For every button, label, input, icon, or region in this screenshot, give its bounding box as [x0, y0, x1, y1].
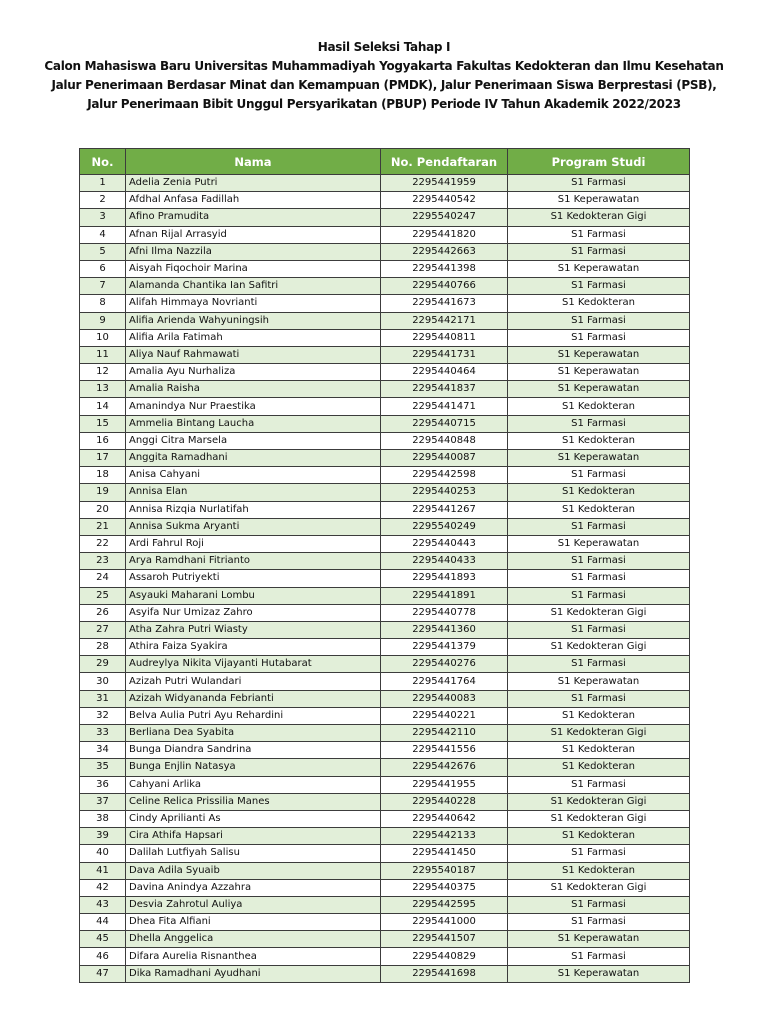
student-name: Dika Ramadhani Ayudhani	[126, 965, 381, 982]
table-row	[80, 415, 690, 432]
study-program: S1 Kedokteran	[508, 295, 690, 312]
study-program: S1 Farmasi	[508, 175, 690, 192]
row-number: 23	[80, 553, 126, 570]
row-number: 31	[80, 690, 126, 707]
study-program: S1 Farmasi	[508, 553, 690, 570]
registration-number: 2295440375	[381, 879, 508, 896]
row-number: 38	[80, 810, 126, 827]
study-program: S1 Farmasi	[508, 518, 690, 535]
registration-number: 2295441450	[381, 845, 508, 862]
student-name: Bunga Diandra Sandrina	[126, 742, 381, 759]
registration-number: 2295441764	[381, 673, 508, 690]
table-row	[80, 896, 690, 913]
student-name: Belva Aulia Putri Ayu Rehardini	[126, 707, 381, 724]
registration-number: 2295440253	[381, 484, 508, 501]
table-row	[80, 604, 690, 621]
registration-number: 2295442676	[381, 759, 508, 776]
row-number: 12	[80, 364, 126, 381]
student-name: Assaroh Putriyekti	[126, 570, 381, 587]
row-number: 10	[80, 329, 126, 346]
table-row	[80, 381, 690, 398]
row-number: 21	[80, 518, 126, 535]
registration-number: 2295441837	[381, 381, 508, 398]
student-name: Athira Faiza Syakira	[126, 639, 381, 656]
student-name: Afino Pramudita	[126, 209, 381, 226]
student-name: Audreylya Nikita Vijayanti Hutabarat	[126, 656, 381, 673]
row-number: 28	[80, 639, 126, 656]
table-row	[80, 312, 690, 329]
study-program: S1 Farmasi	[508, 896, 690, 913]
registration-number: 2295440228	[381, 793, 508, 810]
student-name: Dhea Fita Alfiani	[126, 914, 381, 931]
row-number: 14	[80, 398, 126, 415]
student-name: Alamanda Chantika Ian Safitri	[126, 278, 381, 295]
registration-number: 2295441893	[381, 570, 508, 587]
study-program: S1 Kedokteran	[508, 398, 690, 415]
study-program: S1 Kedokteran	[508, 484, 690, 501]
student-name: Anggita Ramadhani	[126, 450, 381, 467]
study-program: S1 Farmasi	[508, 845, 690, 862]
registration-number: 2295540249	[381, 518, 508, 535]
table-row	[80, 501, 690, 518]
row-number: 36	[80, 776, 126, 793]
table-row	[80, 776, 690, 793]
registration-number: 2295440433	[381, 553, 508, 570]
table-body	[80, 175, 690, 983]
row-number: 46	[80, 948, 126, 965]
row-number: 34	[80, 742, 126, 759]
registration-number: 2295440083	[381, 690, 508, 707]
registration-number: 2295440766	[381, 278, 508, 295]
student-name: Dalilah Lutfiyah Salisu	[126, 845, 381, 862]
study-program: S1 Keperawatan	[508, 346, 690, 363]
student-name: Bunga Enjlin Natasya	[126, 759, 381, 776]
row-number: 9	[80, 312, 126, 329]
table-header-row	[80, 149, 690, 175]
table-row	[80, 243, 690, 260]
title-line-1: Hasil Seleksi Tahap I	[317, 40, 451, 54]
registration-number: 2295440276	[381, 656, 508, 673]
row-number: 29	[80, 656, 126, 673]
registration-number: 2295540187	[381, 862, 508, 879]
table-row	[80, 621, 690, 638]
student-name: Ardi Fahrul Roji	[126, 535, 381, 552]
row-number: 25	[80, 587, 126, 604]
row-number: 30	[80, 673, 126, 690]
study-program: S1 Farmasi	[508, 690, 690, 707]
study-program: S1 Kedokteran Gigi	[508, 810, 690, 827]
student-name: Aisyah Fiqochoir Marina	[126, 260, 381, 277]
study-program: S1 Keperawatan	[508, 673, 690, 690]
student-name: Cahyani Arlika	[126, 776, 381, 793]
title-line-2: Calon Mahasiswa Baru Universitas Muhammadiyah Yogyakarta Fakultas Kedokteran dan Ilmu Kesehatan	[44, 59, 724, 73]
row-number: 2	[80, 192, 126, 209]
table-row	[80, 175, 690, 192]
table-row	[80, 260, 690, 277]
student-name: Dava Adila Syuaib	[126, 862, 381, 879]
table-row	[80, 965, 690, 982]
row-number: 18	[80, 467, 126, 484]
title-line-4: Jalur Penerimaan Bibit Unggul Persyarikatan (PBUP) Periode IV Tahun Akademik 2022/2023	[87, 97, 681, 111]
header-no-pendaftaran: No. Pendaftaran	[381, 149, 508, 175]
registration-number: 2295440778	[381, 604, 508, 621]
study-program: S1 Farmasi	[508, 226, 690, 243]
table-row	[80, 810, 690, 827]
row-number: 35	[80, 759, 126, 776]
table-row	[80, 845, 690, 862]
study-program: S1 Keperawatan	[508, 192, 690, 209]
study-program: S1 Farmasi	[508, 329, 690, 346]
table-row	[80, 948, 690, 965]
student-name: Arya Ramdhani Fitrianto	[126, 553, 381, 570]
registration-number: 2295442663	[381, 243, 508, 260]
registration-number: 2295441955	[381, 776, 508, 793]
student-name: Ammelia Bintang Laucha	[126, 415, 381, 432]
student-name: Desvia Zahrotul Auliya	[126, 896, 381, 913]
row-number: 41	[80, 862, 126, 879]
table-row	[80, 879, 690, 896]
student-name: Davina Anindya Azzahra	[126, 879, 381, 896]
study-program: S1 Farmasi	[508, 467, 690, 484]
table-row	[80, 828, 690, 845]
study-program: S1 Kedokteran Gigi	[508, 725, 690, 742]
study-program: S1 Keperawatan	[508, 381, 690, 398]
row-number: 16	[80, 432, 126, 449]
study-program: S1 Farmasi	[508, 278, 690, 295]
registration-number: 2295440221	[381, 707, 508, 724]
table-row	[80, 209, 690, 226]
registration-number: 2295441360	[381, 621, 508, 638]
student-name: Adelia Zenia Putri	[126, 175, 381, 192]
row-number: 3	[80, 209, 126, 226]
student-name: Afdhal Anfasa Fadillah	[126, 192, 381, 209]
student-name: Dhella Anggelica	[126, 931, 381, 948]
study-program: S1 Farmasi	[508, 914, 690, 931]
row-number: 42	[80, 879, 126, 896]
table-row	[80, 570, 690, 587]
row-number: 26	[80, 604, 126, 621]
registration-number: 2295441000	[381, 914, 508, 931]
study-program: S1 Farmasi	[508, 312, 690, 329]
registration-number: 2295441891	[381, 587, 508, 604]
student-name: Asyauki Maharani Lombu	[126, 587, 381, 604]
registration-number: 2295440542	[381, 192, 508, 209]
table-row	[80, 432, 690, 449]
row-number: 40	[80, 845, 126, 862]
registration-number: 2295440443	[381, 535, 508, 552]
table-row	[80, 673, 690, 690]
header-no: No.	[80, 149, 126, 175]
table-row	[80, 914, 690, 931]
table-row	[80, 707, 690, 724]
registration-number: 2295540247	[381, 209, 508, 226]
table-row	[80, 192, 690, 209]
row-number: 33	[80, 725, 126, 742]
registration-number: 2295442595	[381, 896, 508, 913]
row-number: 43	[80, 896, 126, 913]
table-row	[80, 553, 690, 570]
registration-number: 2295440715	[381, 415, 508, 432]
study-program: S1 Kedokteran Gigi	[508, 209, 690, 226]
student-name: Cira Athifa Hapsari	[126, 828, 381, 845]
table-row	[80, 346, 690, 363]
row-number: 44	[80, 914, 126, 931]
student-name: Azizah Putri Wulandari	[126, 673, 381, 690]
registration-number: 2295441959	[381, 175, 508, 192]
registration-number: 2295442110	[381, 725, 508, 742]
study-program: S1 Keperawatan	[508, 931, 690, 948]
student-name: Asyifa Nur Umizaz Zahro	[126, 604, 381, 621]
student-name: Berliana Dea Syabita	[126, 725, 381, 742]
study-program: S1 Kedokteran Gigi	[508, 793, 690, 810]
row-number: 37	[80, 793, 126, 810]
table-row	[80, 931, 690, 948]
registration-number: 2295441556	[381, 742, 508, 759]
registration-number: 2295441471	[381, 398, 508, 415]
table-row	[80, 295, 690, 312]
student-name: Azizah Widyananda Febrianti	[126, 690, 381, 707]
study-program: S1 Farmasi	[508, 570, 690, 587]
registration-number: 2295441673	[381, 295, 508, 312]
table-row	[80, 278, 690, 295]
row-number: 13	[80, 381, 126, 398]
study-program: S1 Kedokteran	[508, 828, 690, 845]
student-name: Annisa Elan	[126, 484, 381, 501]
row-number: 24	[80, 570, 126, 587]
study-program: S1 Keperawatan	[508, 965, 690, 982]
row-number: 47	[80, 965, 126, 982]
student-name: Annisa Sukma Aryanti	[126, 518, 381, 535]
student-name: Amalia Raisha	[126, 381, 381, 398]
student-name: Cindy Aprilianti As	[126, 810, 381, 827]
study-program: S1 Farmasi	[508, 621, 690, 638]
study-program: S1 Farmasi	[508, 587, 690, 604]
student-name: Alifia Arienda Wahyuningsih	[126, 312, 381, 329]
table-row	[80, 364, 690, 381]
registration-number: 2295440087	[381, 450, 508, 467]
header-nama: Nama	[126, 149, 381, 175]
row-number: 39	[80, 828, 126, 845]
student-name: Anisa Cahyani	[126, 467, 381, 484]
row-number: 6	[80, 260, 126, 277]
student-name: Difara Aurelia Risnanthea	[126, 948, 381, 965]
row-number: 32	[80, 707, 126, 724]
row-number: 17	[80, 450, 126, 467]
table-row	[80, 450, 690, 467]
table-row	[80, 793, 690, 810]
row-number: 19	[80, 484, 126, 501]
student-name: Annisa Rizqia Nurlatifah	[126, 501, 381, 518]
registration-number: 2295440642	[381, 810, 508, 827]
row-number: 45	[80, 931, 126, 948]
registration-number: 2295440811	[381, 329, 508, 346]
row-number: 22	[80, 535, 126, 552]
registration-number: 2295440464	[381, 364, 508, 381]
student-name: Atha Zahra Putri Wiasty	[126, 621, 381, 638]
table-row	[80, 467, 690, 484]
study-program: S1 Kedokteran Gigi	[508, 604, 690, 621]
study-program: S1 Farmasi	[508, 243, 690, 260]
registration-number: 2295441379	[381, 639, 508, 656]
study-program: S1 Kedokteran	[508, 759, 690, 776]
header-program-studi: Program Studi	[508, 149, 690, 175]
study-program: S1 Kedokteran	[508, 862, 690, 879]
row-number: 20	[80, 501, 126, 518]
study-program: S1 Keperawatan	[508, 535, 690, 552]
student-name: Afni Ilma Nazzila	[126, 243, 381, 260]
table-row	[80, 639, 690, 656]
table-row	[80, 398, 690, 415]
student-name: Amanindya Nur Praestika	[126, 398, 381, 415]
study-program: S1 Kedokteran Gigi	[508, 639, 690, 656]
student-name: Alifia Arila Fatimah	[126, 329, 381, 346]
table-row	[80, 329, 690, 346]
row-number: 5	[80, 243, 126, 260]
study-program: S1 Farmasi	[508, 948, 690, 965]
results-table	[79, 148, 690, 983]
student-name: Anggi Citra Marsela	[126, 432, 381, 449]
study-program: S1 Farmasi	[508, 656, 690, 673]
table-row	[80, 725, 690, 742]
registration-number: 2295441698	[381, 965, 508, 982]
study-program: S1 Keperawatan	[508, 260, 690, 277]
row-number: 27	[80, 621, 126, 638]
registration-number: 2295441507	[381, 931, 508, 948]
row-number: 8	[80, 295, 126, 312]
study-program: S1 Kedokteran	[508, 742, 690, 759]
study-program: S1 Farmasi	[508, 415, 690, 432]
study-program: S1 Keperawatan	[508, 364, 690, 381]
row-number: 4	[80, 226, 126, 243]
row-number: 7	[80, 278, 126, 295]
student-name: Alifah Himmaya Novrianti	[126, 295, 381, 312]
study-program: S1 Keperawatan	[508, 450, 690, 467]
study-program: S1 Kedokteran	[508, 501, 690, 518]
document-title	[0, 38, 768, 114]
table-row	[80, 742, 690, 759]
student-name: Amalia Ayu Nurhaliza	[126, 364, 381, 381]
study-program: S1 Kedokteran Gigi	[508, 879, 690, 896]
registration-number: 2295442171	[381, 312, 508, 329]
student-name: Aliya Nauf Rahmawati	[126, 346, 381, 363]
registration-number: 2295441267	[381, 501, 508, 518]
student-name: Afnan Rijal Arrasyid	[126, 226, 381, 243]
registration-number: 2295442598	[381, 467, 508, 484]
table-row	[80, 484, 690, 501]
table-row	[80, 587, 690, 604]
registration-number: 2295440829	[381, 948, 508, 965]
table-row	[80, 226, 690, 243]
table-row	[80, 759, 690, 776]
student-name: Celine Relica Prissilia Manes	[126, 793, 381, 810]
study-program: S1 Kedokteran	[508, 432, 690, 449]
registration-number: 2295440848	[381, 432, 508, 449]
table-row	[80, 690, 690, 707]
row-number: 15	[80, 415, 126, 432]
table-row	[80, 535, 690, 552]
registration-number: 2295441820	[381, 226, 508, 243]
study-program: S1 Farmasi	[508, 776, 690, 793]
table-row	[80, 862, 690, 879]
table-row	[80, 518, 690, 535]
registration-number: 2295441398	[381, 260, 508, 277]
table-row	[80, 656, 690, 673]
row-number: 11	[80, 346, 126, 363]
study-program: S1 Kedokteran	[508, 707, 690, 724]
registration-number: 2295441731	[381, 346, 508, 363]
registration-number: 2295442133	[381, 828, 508, 845]
title-line-3: Jalur Penerimaan Berdasar Minat dan Kemampuan (PMDK), Jalur Penerimaan Siswa Berprestasi (PSB),	[51, 78, 717, 92]
row-number: 1	[80, 175, 126, 192]
